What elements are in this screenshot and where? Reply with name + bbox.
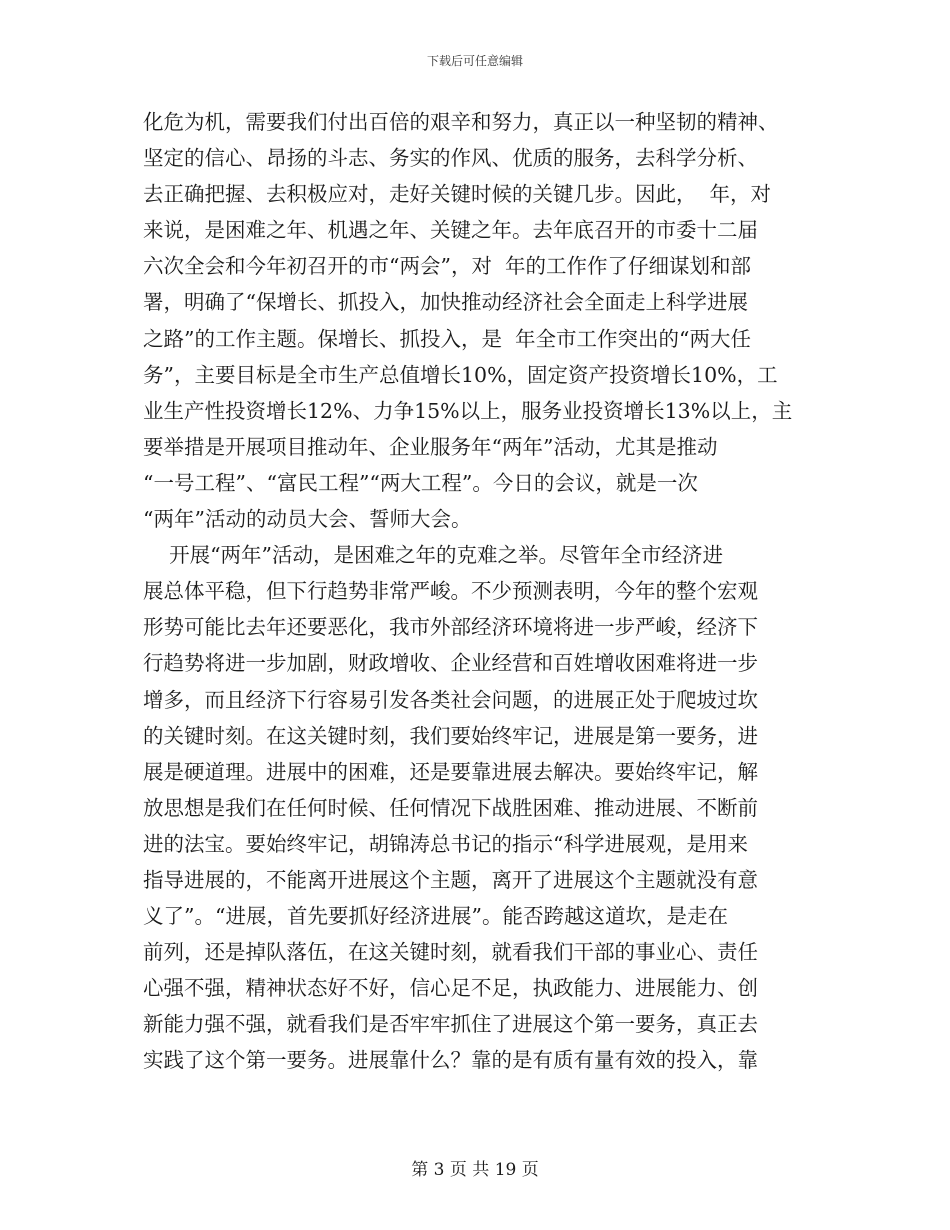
text-line: 展总体平稳，但下行趋势非常严峻。不少预测表明，今年的整个宏观 — [143, 579, 758, 604]
text-line: 来说，是困难之年、机遇之年、关键之年。去年底召开的市委十二届 — [143, 218, 758, 243]
text-line: 新能力强不强，就看我们是否牢牢抓住了进展这个第一要务，真正去 — [143, 1012, 758, 1037]
page-header: 下载后可任意编辑 — [426, 54, 523, 68]
page-footer: 第 3 页 共 19 页 — [411, 1160, 539, 1180]
text-line: 实践了这个第一要务。进展靠什么？靠的是有质有量有效的投入，靠 — [143, 1048, 758, 1073]
text-line: 行趋势将进一步加剧，财政增收、企业经营和百姓增收困难将进一步 — [143, 651, 758, 676]
text-line: 放思想是我们在任何时候、任何情况下战胜困难、推动进展、不断前 — [143, 795, 758, 820]
text-line: “两年”活动的动员大会、誓师大会。 — [143, 507, 472, 532]
text-line: “一号工程”、“富民工程”“两大工程”。今日的会议，就是一次 — [143, 470, 698, 495]
text-line: 业生产性投资增长12%、力争15%以上，服务业投资增长13%以上，主 — [143, 398, 793, 423]
text-line: 六次全会和今年初召开的市“两会”，对 年的工作作了仔细谋划和部 — [143, 254, 751, 279]
text-line: 化危为机，需要我们付出百倍的艰辛和努力，真正以一种坚韧的精神、 — [143, 110, 779, 134]
text-line: 指导进展的，不能离开进展这个主题，离开了进展这个主题就没有意 — [143, 867, 758, 892]
text-line: 坚定的信心、昂扬的斗志、务实的作风、优质的服务，去科学分析、 — [143, 146, 758, 171]
text-line: 之路”的工作主题。保增长、抓投入，是 年全市工作突出的“两大任 — [143, 326, 751, 351]
text-line: 前列，还是掉队落伍，在这关键时刻，就看我们干部的事业心、责任 — [143, 940, 758, 965]
text-line: 形势可能比去年还要恶化，我市外部经济环境将进一步严峻，经济下 — [143, 615, 758, 640]
text-line: 的关键时刻。在这关键时刻，我们要始终牢记，进展是第一要务，进 — [143, 723, 758, 748]
text-line: 义了”。“进展，首先要抓好经济进展”。能否跨越这道坎，是走在 — [143, 904, 728, 929]
document-body — [143, 104, 803, 1079]
text-line: 要举措是开展项目推动年、企业服务年“两年”活动，尤其是推动 — [143, 434, 718, 459]
text-line: 展是硬道理。进展中的困难，还是要靠进展去解决。要始终牢记，解 — [143, 759, 758, 784]
text-line: 署，明确了“保增长、抓投入，加快推动经济社会全面走上科学进展 — [143, 290, 748, 315]
text-line: 心强不强，精神状态好不好，信心足不足，执政能力、进展能力、创 — [143, 976, 758, 1001]
text-line: 去正确把握、去积极应对，走好关键时候的关键几步。因此， 年，对 — [143, 182, 772, 207]
text-line: 进的法宝。要始终牢记，胡锦涛总书记的指示“科学进展观，是用来 — [143, 831, 748, 856]
text-line: 开展“两年”活动，是困难之年的克难之举。尽管年全市经济进 — [143, 543, 724, 568]
text-line: 增多，而且经济下行容易引发各类社会问题，的进展正处于爬坡过坎 — [143, 687, 758, 712]
text-line: 务”，主要目标是全市生产总值增长10%，固定资产投资增长10%，工 — [143, 362, 778, 387]
